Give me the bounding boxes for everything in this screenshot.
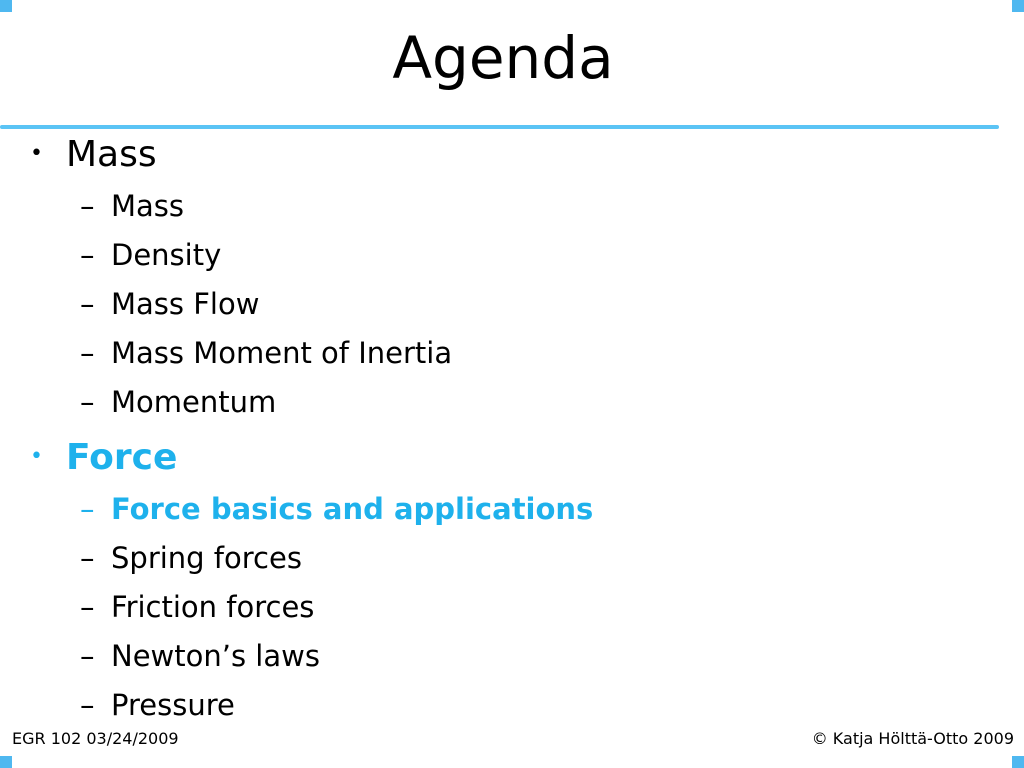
- agenda-item-momentum: [80, 384, 276, 420]
- agenda-item-friction-forces: [80, 589, 314, 625]
- dash-marker: –: [80, 287, 95, 321]
- dash-marker: –: [80, 189, 95, 223]
- agenda-section-label: Force: [66, 437, 178, 478]
- agenda-section-mass: [30, 132, 157, 177]
- agenda-item-label: Friction forces: [111, 590, 315, 624]
- dash-marker: –: [80, 238, 95, 272]
- corner-marker-bottom-right: [1012, 756, 1024, 768]
- dash-marker: –: [80, 688, 95, 722]
- agenda-item-force-basics: [80, 491, 593, 527]
- agenda-item-pressure: [80, 687, 235, 723]
- agenda-item-label: Pressure: [111, 688, 235, 722]
- agenda-item-label: Mass Flow: [111, 287, 260, 321]
- agenda-section-force: [30, 435, 177, 480]
- dash-marker: –: [80, 639, 95, 673]
- agenda-item-label: Mass Moment of Inertia: [111, 336, 453, 370]
- dash-marker: –: [80, 541, 95, 575]
- agenda-item-label: Mass: [111, 189, 185, 223]
- agenda-item-density: [80, 237, 221, 273]
- agenda-item-label: Density: [111, 238, 222, 272]
- agenda-item-label: Spring forces: [111, 541, 302, 575]
- dash-marker: –: [80, 590, 95, 624]
- agenda-item-spring-forces: [80, 540, 302, 576]
- bullet-marker: •: [30, 141, 43, 166]
- dash-marker: –: [80, 492, 95, 526]
- dash-marker: –: [80, 336, 95, 370]
- agenda-item-label: Momentum: [111, 385, 277, 419]
- slide-title: Agenda: [392, 24, 614, 92]
- agenda-item-newtons-laws: [80, 638, 320, 674]
- agenda-item-mass-moment-of-inertia: [80, 335, 452, 371]
- agenda-item-label: Newton’s laws: [111, 639, 320, 673]
- corner-marker-bottom-left: [0, 756, 12, 768]
- agenda-item-mass-flow: [80, 286, 259, 322]
- dash-marker: –: [80, 385, 95, 419]
- agenda-section-label: Mass: [66, 134, 157, 175]
- agenda-item-mass: [80, 188, 184, 224]
- bullet-marker: •: [30, 444, 43, 469]
- footer-course-date: EGR 102 03/24/2009: [12, 729, 179, 748]
- agenda-item-label: Force basics and applications: [111, 492, 594, 526]
- footer-copyright: © Katja Hölttä-Otto 2009: [811, 729, 1014, 748]
